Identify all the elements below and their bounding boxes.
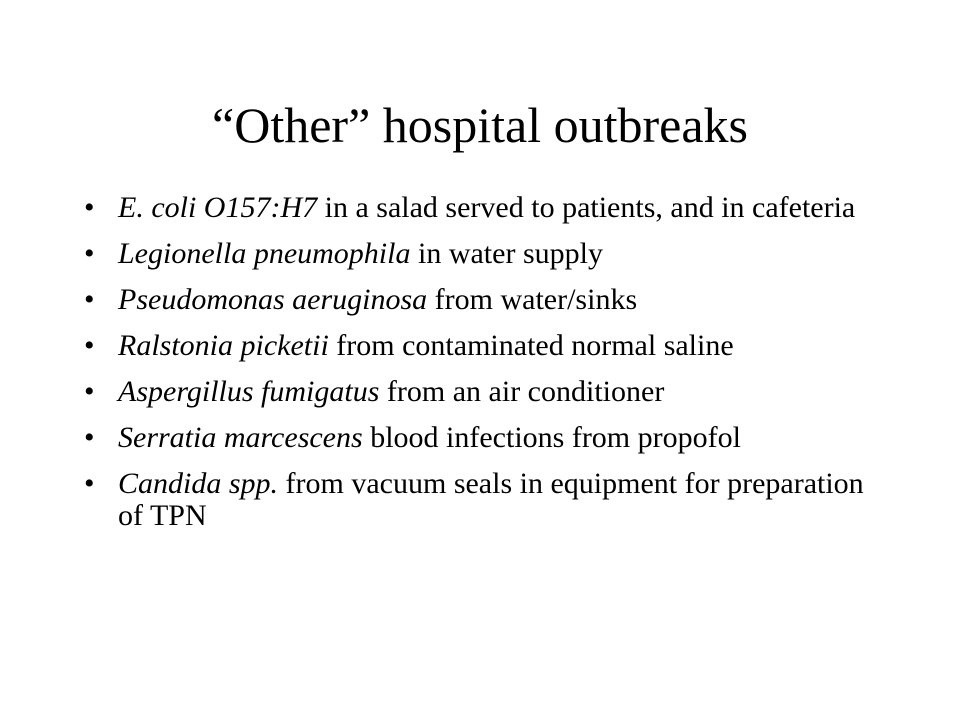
organism-name: E. coli O157:H7 — [118, 191, 318, 224]
bullet-text: from vacuum seals in equipment for preparation of TPN — [118, 467, 864, 532]
bullet-item — [84, 422, 884, 454]
organism-name: Legionella pneumophila — [118, 237, 411, 270]
organism-name: Aspergillus fumigatus — [118, 375, 380, 408]
bullet-text: in water supply — [410, 237, 603, 270]
bullet-icon: • — [84, 191, 95, 224]
bullet-text: from an air conditioner — [379, 375, 665, 408]
bullet-text: in a salad served to patients, and in cafeteria — [317, 191, 856, 224]
organism-name: Ralstonia picketii — [118, 329, 329, 362]
bullet-text: blood infections from propofol — [362, 421, 741, 454]
bullet-icon: • — [84, 375, 95, 408]
bullet-item — [84, 192, 884, 224]
bullet-item — [84, 376, 884, 408]
bullet-icon: • — [84, 329, 95, 362]
bullet-icon: • — [84, 467, 95, 500]
organism-name: Serratia marcescens — [118, 421, 363, 454]
bullet-icon: • — [84, 283, 95, 316]
slide-title: “Other” hospital outbreaks — [212, 97, 748, 153]
bullet-item — [84, 284, 884, 316]
bullet-text: from water/sinks — [427, 283, 638, 316]
bullet-item — [84, 330, 884, 362]
bullet-icon: • — [84, 237, 95, 270]
bullet-item — [84, 468, 884, 532]
organism-name: Candida spp. — [118, 467, 279, 500]
organism-name: Pseudomonas aeruginosa — [118, 283, 428, 316]
bullet-item — [84, 238, 884, 270]
bullet-list — [84, 192, 884, 546]
bullet-text: from contaminated normal saline — [328, 329, 734, 362]
bullet-icon: • — [84, 421, 95, 454]
